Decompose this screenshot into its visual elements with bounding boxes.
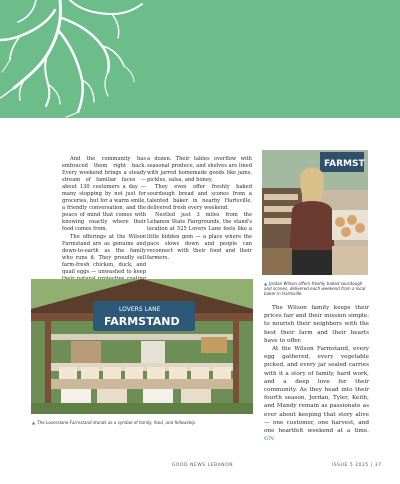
- paragraph: And the community has embraced them right back. Every weekend brings a steady stream of familiar faces — about 130 customers a day — many stopping by not just for groceries, but for a warm smile, a friendly conversation, and the peace of mind that comes with knowing exactly where their food comes from.: [62, 156, 146, 233]
- photo-farmstand: [31, 279, 253, 414]
- photo-caption-farmstand: [32, 420, 254, 425]
- article-column-2: [147, 156, 252, 262]
- stand-sign-main-text: FARMSTAND: [104, 315, 180, 328]
- photo-caption-woman: [264, 281, 370, 297]
- paragraph: The offerings at the Wilson Farmstand are as genuine and down-to-earth as the family who runs it. They proudly sell farm-fresh chicken, duck, and quail eggs — unwashed to keep: [62, 233, 146, 275]
- photo-jordan-wilson: [262, 150, 368, 275]
- article-column-3: [264, 304, 369, 443]
- caption-text: The Loverslane Farmstand stands as a symbol of family, food, and fellowship.: [37, 420, 197, 425]
- end-mark-icon: GN: [264, 436, 275, 443]
- caption-marker-icon: ▲: [32, 420, 36, 425]
- caption-text: Jordan Wilson offers freshly baked sourdough and scones, delivered each weekend from a local baker in Hartsville.: [264, 281, 366, 297]
- footer-publication: GOOD NEWS LEBANON: [172, 463, 234, 468]
- footer-issue: ISSUE 5 2025: [332, 463, 369, 468]
- paragraph: The Wilson family keeps their prices fair and their mission simple: to nourish their neighbors with the best their farm and their hearts have to offer.: [264, 305, 369, 344]
- paragraph: They even offer freshly baked sourdough bread and scones from a talented baker in nearby Hartsville, delivered fresh every weekend.: [147, 184, 252, 212]
- stand-sign-top-text: LOVERS LANE: [119, 306, 161, 313]
- woman-photo-sign-text: FARMST: [324, 159, 365, 169]
- paragraph: a dozen. Their tables overflow with seasonal produce, and shelves are lined with jarred homemade goods like jams, pickles, salsa, and honey.: [147, 156, 252, 184]
- roots-illustration: [0, 0, 400, 118]
- paragraph: Nestled just 3 miles from the Lebanon State Fairgrounds, the stand's location at 525 Lovers Lane feels like a little hidden gem — a place where the pace slows down and people can reconnect with their food and their farmers.: [147, 212, 252, 261]
- paragraph-text: At the Wilson Farmstand, every egg gathered, every vegetable picked, and every jar sealed carries with it a story of family, hard work, and a deep love for their community. As they head into their fourth season, Jordan, Tyler, Keith, and Mandy remain as passionate as ever about keeping that story alive — one customer, one harvest, and one heartfelt weekend at a time.: [264, 346, 369, 435]
- header-banner: [0, 0, 400, 118]
- caption-marker-icon: ▲: [264, 281, 268, 286]
- paragraph: [264, 345, 369, 443]
- article-column-1: [62, 156, 146, 290]
- page-number: 37: [374, 463, 382, 468]
- footer-issue-page: ISSUE 5 2025 | 37: [332, 463, 382, 468]
